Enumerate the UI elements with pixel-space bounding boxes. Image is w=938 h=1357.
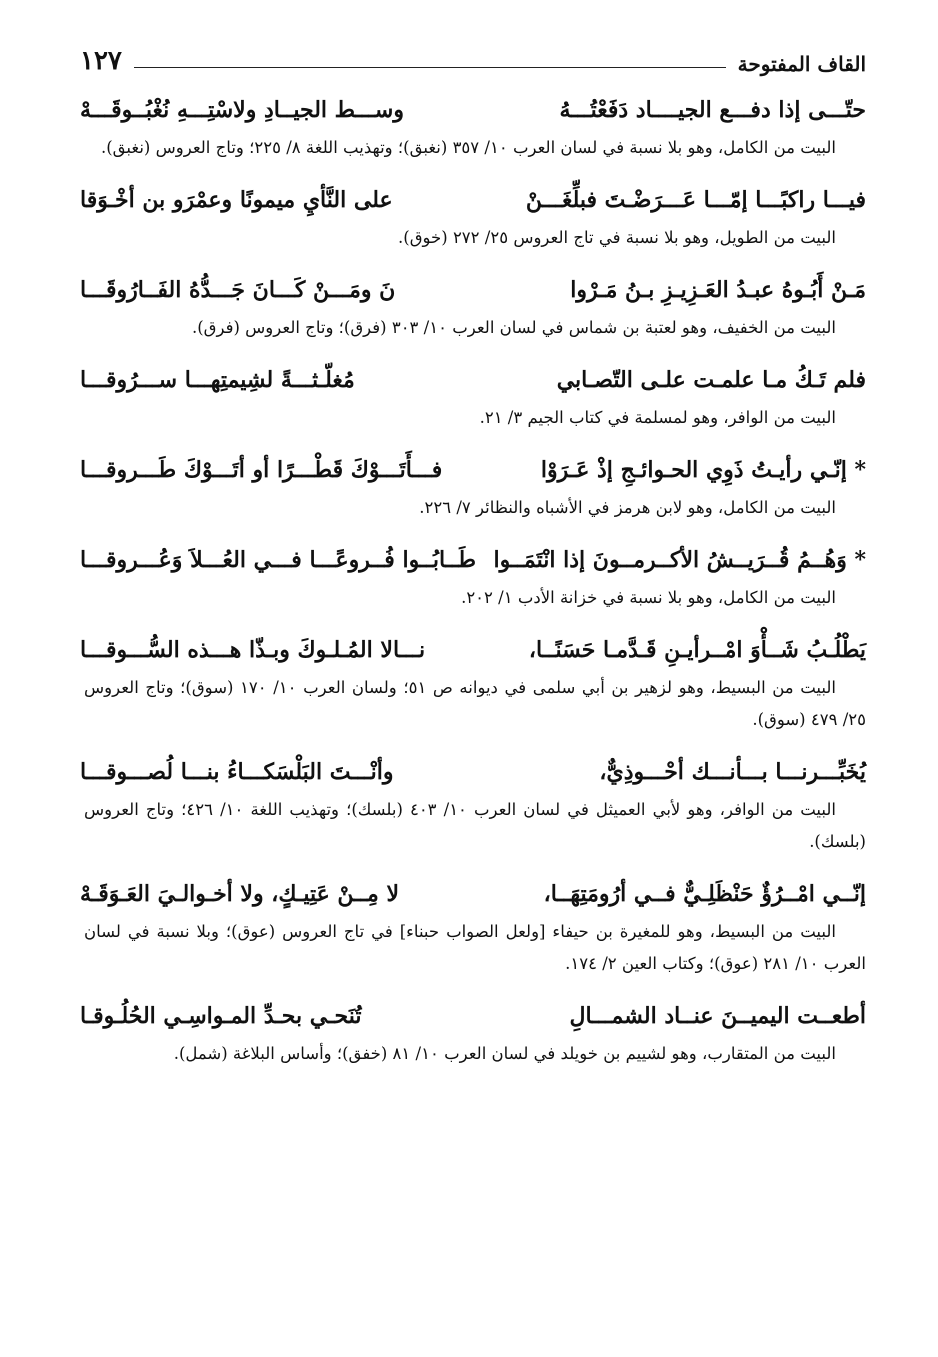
second-hemistich: وأنْـــتَ البَلْسَكـــاءُ بنـــا لُصـــوقـــا [80, 759, 394, 785]
first-hemistich: مَـنْ أَبُـوهُ عبـدُ العَـزِيـزِ بـنُ مَـرْوا [570, 277, 866, 303]
page-number: ١٢٧ [80, 46, 122, 76]
verse-line [80, 628, 866, 672]
second-hemistich: فـــأَتَـــوْكَ قَطْـــرًا أو أتَـــوْكَ طَـــروقـــا [80, 457, 443, 483]
verse-line [80, 872, 866, 916]
second-hemistich: تُنَحـي بحـدِّ المـواسِـي الحُلُـوقـا [80, 1003, 362, 1029]
page-header [80, 36, 866, 76]
running-title: القاف المفتوحة [737, 52, 866, 76]
verse-line [80, 448, 866, 492]
verse-entry [80, 88, 866, 164]
first-hemistich: * وَهُــمُ قُــرَيــشُ الأكــرمــونَ إذا انْتَمَــوا [493, 547, 866, 573]
verse-line [80, 268, 866, 312]
verse-line [80, 358, 866, 402]
first-hemistich: فلم تَـكُ مـا علمـت علـى التّصـابي [556, 367, 866, 393]
first-hemistich: يُخَبِّـــرنـــا بـــأنـــك أحْـــوذِيٌّ، [599, 759, 866, 785]
second-hemistich: وســـط الجيــادِ ولاسْتِـــهِ نُغْبُــوقَـــهْ [80, 97, 404, 123]
verse-entry [80, 628, 866, 736]
second-hemistich: على النَّأيِ ميمونًا وعمْرَو بن أخْـوَقا [80, 187, 393, 213]
verse-source-note: البيت من الطويل، وهو بلا نسبة في تاج العروس ٢٥/ ٢٧٢ (خوق). [398, 228, 836, 247]
verse-entry [80, 750, 866, 858]
verse-source-note: البيت من الكامل، وهو بلا نسبة في خزانة الأدب ١/ ٢٠٢. [461, 588, 836, 607]
first-hemistich: أطعــت اليميــنَ عنــاد الشمـــالِ [569, 1003, 866, 1029]
verse-source-note: البيت من الكامل، وهو لابن هرمز في الأشباه والنظائر ٧/ ٢٢٦. [419, 498, 836, 517]
verse-entry [80, 872, 866, 980]
verse-source-note: البيت من الوافر، وهو لأبي العميثل في لسان العرب ١٠/ ٤٠٣ (بلسك)؛ وتهذيب اللغة ١٠/ ٤٢٦؛ وتاج العروس (بلسك). [84, 800, 866, 851]
verse-entry [80, 268, 866, 344]
second-hemistich: طَــابُــوا فُــروعًـــا فـــي العُـــلاَ وَعُـــروقـــا [80, 547, 477, 573]
verse-source-note: البيت من الخفيف، وهو لعتبة بن شماس في لسان العرب ١٠/ ٣٠٣ (فرق)؛ وتاج العروس (فرق). [191, 318, 836, 337]
first-hemistich: إنّــي امْــرُؤٌ حَنْظَلِـيٌّ فــي أرُومَتِهَــا، [543, 881, 866, 907]
verse-entry [80, 448, 866, 524]
verse-line [80, 178, 866, 222]
verse-source-note: البيت من البسيط، وهو لزهير بن أبي سلمى في ديوانه ص ٥١؛ ولسان العرب ١٠/ ١٧٠ (سوق)؛ وتاج العروس ٢٥/ ٤٧٩ (سوق). [84, 678, 866, 729]
verse-entry [80, 358, 866, 434]
verse-source-note: البيت من البسيط، وهو للمغيرة بن حيفاء [ولعل الصواب حبناء] في تاج العروس (عوق)؛ وبلا نسبة في لسان العرب ١٠/ ٢٨١ (عوق)؛ وكتاب العين ٢/ ١٧٤. [84, 922, 866, 973]
verse-line [80, 538, 866, 582]
first-hemistich: حتّـــى إذا دفـــع الجيــــاد دَفَعْتُـــهُ [559, 97, 866, 123]
verse-entry [80, 994, 866, 1070]
second-hemistich: نَ ومَـــنْ كَـــانَ جَـــدُّهُ الفَــارُوقَـــا [80, 277, 396, 303]
verse-entries [80, 88, 866, 1084]
verse-source-note: البيت من الكامل، وهو بلا نسبة في لسان العرب ١٠/ ٣٥٧ (نغبق)؛ وتهذيب اللغة ٨/ ٢٢٥؛ وتاج العروس (نغبق). [100, 138, 836, 157]
first-hemistich: يَطْلُـبُ شَــأْوَ امْــرأيـنِ قَـدَّمـا حَسَنًــا، [528, 637, 866, 663]
second-hemistich: نـــالا المُـلـوكَ وبـذّا هـــذه السُّـــوقـــا [80, 637, 426, 663]
first-hemistich: * إنّـي رأيـتُ ذَوِي الحـوائـجِ إذْ عَـرَوْا [540, 457, 866, 483]
header-rule [134, 67, 726, 68]
verse-line [80, 88, 866, 132]
verse-entry [80, 538, 866, 614]
second-hemistich: لا مِــنْ عَتِيـكٍ، ولا أخـوالـيَ العَـوَقَـهْ [80, 881, 400, 907]
verse-line [80, 994, 866, 1038]
verse-source-note: البيت من الوافر، وهو لمسلمة في كتاب الجيم ٣/ ٢١. [479, 408, 836, 427]
verse-source-note: البيت من المتقارب، وهو لشييم بن خويلد في لسان العرب ١٠/ ٨١ (خفق)؛ وأساس البلاغة (شمل). [173, 1044, 836, 1063]
verse-line [80, 750, 866, 794]
second-hemistich: مُغلّـثـــةً لشِيمتِهـــا ســـرُوقـــا [80, 367, 355, 393]
verse-entry [80, 178, 866, 254]
first-hemistich: فيـــا راكبًـــا إمّـــا عَـــرَضْـتَ فبلِّغَـــنْ [525, 187, 866, 213]
